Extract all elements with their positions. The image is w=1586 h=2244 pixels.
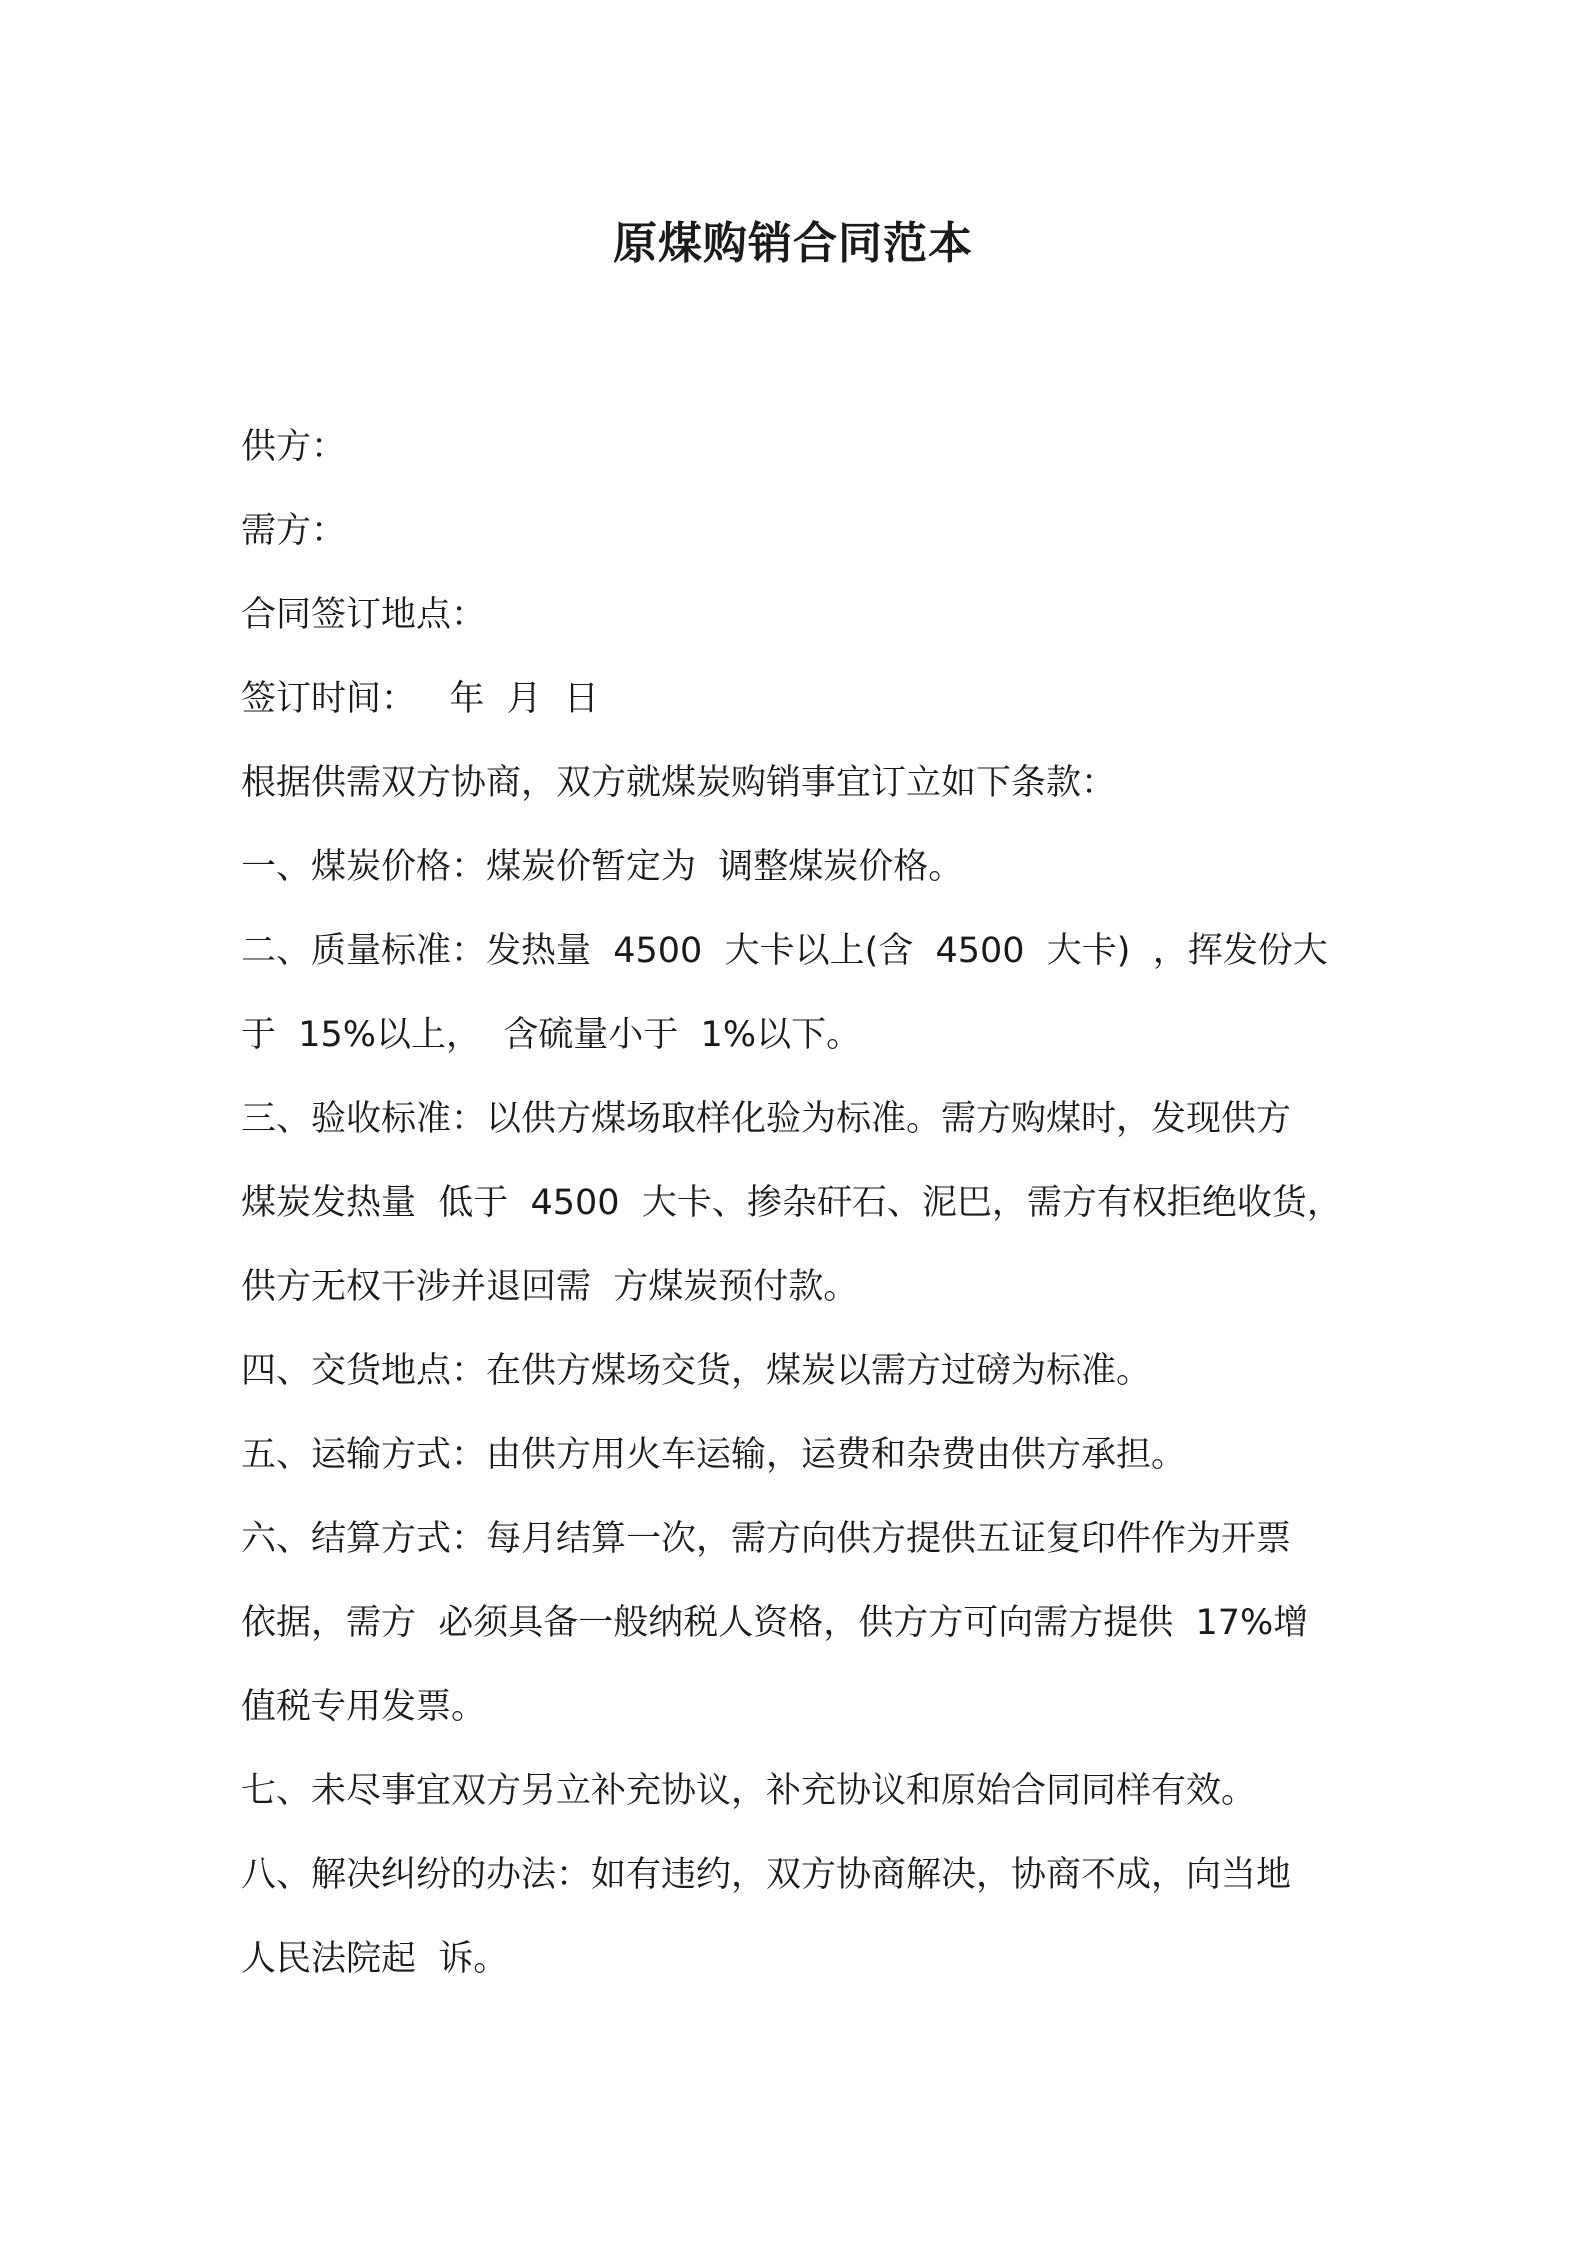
preamble-line: 根据供需双方协商，双方就煤炭购销事宜订立如下条款： [241,763,1117,803]
signing-place-line: 合同签订地点： [241,595,487,635]
clause-4-delivery: 四、交货地点：在供方煤场交货，煤炭以需方过磅为标准。 [241,1351,1152,1391]
buyer-line: 需方： [241,511,347,551]
supplier-line: 供方： [241,427,347,467]
clause-8-dispute-cont: 人民法院起 诉。 [241,1939,509,1979]
signing-date-line: 签订时间： 年 月 日 [241,679,599,719]
clause-5-transport: 五、运输方式：由供方用火车运输，运费和杂费由供方承担。 [241,1435,1187,1475]
clause-3-acceptance-cont-2: 供方无权干涉并退回需 方煤炭预付款。 [241,1267,859,1307]
clause-6-settlement-cont-2: 值税专用发票。 [241,1687,487,1727]
clause-8-dispute: 八、解决纠纷的办法：如有违约，双方协商解决，协商不成，向当地 [241,1855,1292,1895]
clause-2-quality: 二、质量标准：发热量 4500 大卡以上(含 4500 大卡) ，挥发份大 [241,931,1328,971]
clause-3-acceptance-cont-1: 煤炭发热量 低于 4500 大卡、掺杂矸石、泥巴，需方有权拒绝收货， [241,1183,1342,1223]
clause-1-price: 一、煤炭价格：煤炭价暂定为 调整煤炭价格。 [241,847,964,887]
document-title: 原煤购销合同范本 [613,218,973,269]
clause-7-supplement: 七、未尽事宜双方另立补充协议，补充协议和原始合同同样有效。 [241,1771,1257,1811]
clause-6-settlement-cont-1: 依据，需方 必须具备一般纳税人资格，供方方可向需方提供 17%增 [241,1603,1309,1643]
clause-6-settlement: 六、结算方式：每月结算一次，需方向供方提供五证复印件作为开票 [241,1519,1292,1559]
clause-3-acceptance: 三、验收标准：以供方煤场取样化验为标准。需方购煤时，发现供方 [241,1099,1292,1139]
contract-body [241,405,1356,2001]
clause-2-quality-cont: 于 15%以上， 含硫量小于 1%以下。 [241,1015,862,1055]
